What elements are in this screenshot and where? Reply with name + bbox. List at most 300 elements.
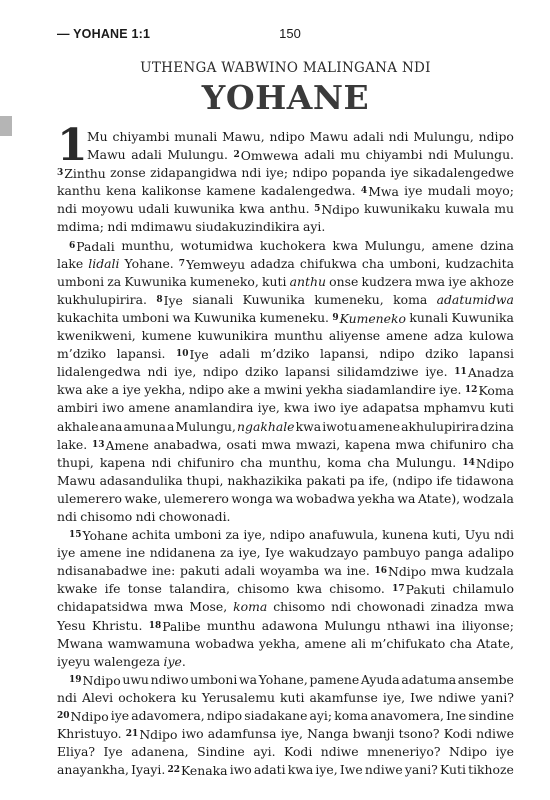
word: siadamlandire [346, 382, 436, 398]
word: adamfunsa [207, 726, 277, 742]
word: wa [172, 309, 191, 325]
word: umboni [174, 527, 222, 543]
word: kapena [345, 436, 391, 452]
word: ine: [151, 563, 176, 579]
word: pambuyo [362, 545, 421, 561]
word: ndipo [478, 129, 514, 144]
word: yekha, [258, 635, 300, 651]
word: mwa [153, 599, 184, 615]
verse-number: 14 [462, 457, 475, 468]
word: $^{17}$Pakuti [392, 582, 446, 598]
word: iye, [174, 364, 197, 380]
word: Nanga [307, 726, 349, 742]
verse-number: 7 [178, 258, 186, 269]
word: wa [275, 490, 294, 506]
word: zidapangidwa [150, 165, 238, 181]
word: panga [424, 545, 464, 561]
word: adatuma [401, 671, 457, 687]
word: iye, [238, 545, 261, 561]
word: m’dziko [260, 346, 310, 362]
verse-number: 16 [374, 566, 388, 577]
word: ndipo [203, 364, 239, 380]
word: zonse [110, 165, 146, 181]
word: ine. [346, 563, 370, 579]
word: Mulungu [324, 617, 381, 633]
word: $^{10}$Iye [175, 347, 209, 363]
word: iwo [313, 400, 336, 416]
word: a [167, 418, 175, 434]
word: Ayuda [360, 671, 400, 687]
word: cha [449, 635, 473, 651]
word: iliyonse; [461, 617, 514, 633]
book-subtitle: UTHENGA WABWINO MALINGANA NDI [140, 60, 431, 76]
word: ndipo [206, 708, 243, 723]
word: iye [340, 400, 359, 416]
word: $^{15}$Yohane [69, 528, 128, 544]
word: munthu, [268, 454, 322, 470]
page-number: 150 [279, 26, 301, 41]
word: akamfunse [309, 689, 378, 705]
word: kwake [57, 581, 98, 597]
word: pamene [309, 671, 360, 687]
word: za [225, 527, 240, 543]
word: $^{14}$Ndipo [462, 455, 514, 471]
word: Ine [446, 708, 467, 723]
word: kalikonse [141, 183, 202, 199]
verse-number: 21 [125, 729, 139, 740]
word: ndi [135, 508, 156, 524]
verse-number: 18 [148, 620, 162, 631]
word: cha [240, 454, 263, 470]
word: wakudzayo [288, 545, 359, 561]
text-line [57, 725, 514, 743]
word: Mulungu, [364, 237, 426, 253]
text-line [57, 580, 514, 598]
word: ochokera [118, 689, 177, 705]
text-line [57, 454, 514, 472]
word: talandira, [169, 581, 230, 597]
verse-number: 3 [57, 168, 64, 179]
verse-number: 15 [69, 530, 82, 541]
word: lidalengedwa [57, 364, 141, 380]
word: dzina [480, 237, 514, 253]
word: kulowa [469, 328, 514, 344]
word: chisomo. [329, 581, 385, 597]
word: sikadalengedwe [412, 165, 514, 181]
word: koma [327, 454, 362, 470]
word: kuwunikaku [363, 201, 441, 217]
word: Mwana [57, 635, 104, 651]
word: sianali [192, 291, 234, 307]
word: m’chifukato [370, 635, 446, 651]
word: udali [138, 201, 170, 217]
verse-number: 2 [233, 150, 240, 161]
word: ndipo [269, 129, 305, 144]
word: $^3$Zinthu [57, 166, 106, 182]
word: thupi, [57, 454, 94, 470]
word: ndi [428, 147, 448, 163]
word: amene [431, 237, 474, 253]
text-line [57, 327, 514, 345]
word: kadalengedwa. [261, 183, 356, 199]
word: Mawu [87, 147, 126, 163]
text-line [57, 526, 514, 544]
word: iye; [265, 165, 289, 181]
word: koma [233, 599, 268, 615]
word: Iwe [339, 762, 363, 778]
verse-number: 17 [392, 584, 405, 595]
word: $^7$Yemweyu [178, 256, 246, 272]
word: adali [131, 147, 162, 163]
word: $^8$Iye [156, 292, 183, 308]
word: kuwunika [173, 201, 235, 217]
word: adati [253, 762, 286, 778]
word: aliyense [328, 328, 381, 344]
word: lapansi, [319, 346, 369, 362]
word: iye [57, 545, 76, 561]
word: ife, [368, 472, 389, 488]
verse-number: 22 [167, 765, 180, 776]
word: adavomera, [131, 708, 205, 723]
word: adalipo [467, 545, 514, 561]
word: pa [349, 472, 365, 488]
word: kukhulupirira. [57, 291, 147, 307]
text-line [57, 309, 514, 327]
word: Mose, [189, 599, 228, 615]
text-line [57, 562, 514, 580]
verse-number: 6 [69, 240, 76, 251]
word: lapansi [468, 346, 514, 362]
word: Yerusalemu [201, 689, 275, 705]
word: kuti [489, 400, 514, 416]
word: Kodi [443, 726, 472, 742]
word: chisomo [237, 581, 290, 597]
word: kwa [295, 418, 322, 434]
word: ali [350, 635, 367, 651]
word: Atate), [417, 490, 461, 506]
word: iye [448, 273, 467, 289]
word: onse [329, 273, 359, 289]
word: moyo; [476, 183, 514, 199]
word: kumene [141, 328, 192, 344]
word: tidawona [456, 472, 514, 488]
text-line [57, 743, 514, 761]
word: mdima; [57, 219, 104, 235]
word: wobadwa [194, 635, 255, 651]
word: ambiri [57, 400, 98, 416]
word: kwa [239, 201, 265, 217]
word: amene [128, 400, 171, 416]
verse-number: 12 [464, 385, 478, 396]
word: silidamdziwe [336, 364, 419, 380]
thumb-index-tab [0, 116, 12, 136]
word: anafuwula, [308, 527, 379, 543]
word: Eliya? [57, 744, 96, 760]
word: amuna [123, 418, 166, 434]
word: kukachita [57, 309, 119, 325]
word: ndi [241, 165, 262, 181]
word: Mulungu. [395, 454, 457, 470]
word: kumeneku, [314, 291, 384, 307]
word: wa [323, 563, 342, 579]
word: iyeyu [57, 653, 91, 669]
word: ndipo [379, 346, 415, 362]
word: kudzala [465, 563, 514, 579]
word: ndiwe [438, 689, 476, 705]
word: wamwamuna [107, 635, 191, 651]
word: ndipo [269, 527, 305, 543]
word: chowonadi. [158, 508, 231, 524]
word: kwa [332, 237, 358, 253]
word: ulemerero [57, 490, 122, 506]
word: achita [131, 527, 171, 543]
word: ndipo [292, 165, 328, 181]
word: ndisanabadwe [57, 563, 148, 579]
word: za [220, 545, 234, 561]
word: $^{18}$Palibe [148, 618, 201, 634]
scripture-text [57, 120, 514, 779]
word: cha [361, 255, 385, 271]
text-line [57, 635, 514, 653]
word: lake. [57, 436, 88, 452]
word: adali [219, 346, 250, 362]
word: umboni, [389, 255, 441, 271]
word: mwa [415, 273, 446, 289]
word: mwazi, [296, 436, 341, 452]
word: ake [85, 382, 109, 398]
word: ndipo [188, 382, 225, 398]
word: nthawi [386, 617, 430, 633]
word: iye. [439, 382, 462, 398]
word: Yesu [57, 617, 86, 633]
word: a [253, 382, 261, 398]
word: Mawu, [222, 129, 265, 144]
word: nakhazikika [227, 472, 303, 488]
word: iwotu [322, 418, 358, 434]
text-line [57, 128, 514, 146]
word: m’dziko [57, 346, 107, 362]
word: ngakhale [237, 418, 295, 434]
word: mwa [430, 563, 461, 579]
word: chowonadi [356, 599, 425, 615]
word: ife [104, 581, 121, 597]
word: adali [224, 563, 256, 579]
word: wake, [124, 490, 162, 506]
word: mdimawu [130, 219, 192, 235]
word: koma [334, 708, 369, 723]
word: Mawu [57, 472, 96, 488]
verse-number: 13 [91, 439, 105, 450]
word: yani? [480, 689, 514, 705]
word: mneneriyo? [367, 744, 441, 760]
word: Kuwunika [451, 309, 514, 325]
word: Mulungu. [167, 147, 228, 163]
text-line [57, 218, 514, 236]
word: $^6$Padali [69, 238, 115, 254]
word: anavomera, [370, 708, 444, 723]
word: ndidanena [149, 545, 216, 561]
word: ndi [57, 689, 77, 705]
word: Kodi [284, 744, 313, 760]
word: akhulupirira [401, 418, 480, 434]
word: tonse [127, 581, 162, 597]
word: iye [404, 183, 423, 199]
word: iye [495, 744, 514, 760]
word: iye [390, 165, 409, 181]
word: ana [99, 418, 123, 434]
text-line [57, 200, 514, 218]
word: woyamba [259, 563, 320, 579]
word: kamene [206, 183, 256, 199]
word: Yohane. [124, 255, 174, 271]
word: Kuwunika [193, 309, 257, 325]
word: Mulungu, [413, 129, 474, 144]
word: kwa [287, 762, 314, 778]
word: Iye [265, 545, 285, 561]
text-lines [57, 120, 514, 779]
text-line [57, 472, 514, 490]
word: mwa [395, 436, 426, 452]
word: ndiwe [364, 762, 403, 778]
word: mwini [264, 382, 303, 398]
verse-number: 9 [332, 312, 339, 323]
word: $^{13}$Amene [91, 437, 149, 453]
text-line [57, 399, 514, 417]
verse-number: 20 [57, 711, 70, 721]
word: akhoze [469, 273, 514, 289]
word: amene [304, 635, 347, 651]
word: Mulungu, [175, 418, 236, 434]
word: kwa [296, 581, 322, 597]
word: ndi [107, 219, 128, 235]
word: $^4$Mwa [360, 184, 399, 200]
word: iye, [243, 527, 266, 543]
word: anayankha, [57, 762, 129, 778]
word: kudzachita [445, 255, 514, 271]
word: dziko [245, 364, 279, 380]
verse-number: 5 [314, 204, 321, 215]
word: iye [122, 382, 141, 398]
word: amene [79, 545, 122, 561]
text-line [57, 508, 514, 526]
word: kudzera [361, 273, 413, 289]
text-line [57, 689, 514, 707]
text-line [57, 436, 514, 454]
word: chilamulo [452, 581, 514, 597]
word: sindine [468, 708, 514, 723]
word: chifukwa [299, 255, 357, 271]
word: ndi [494, 527, 514, 543]
word: kumeneku. [259, 309, 329, 325]
word: anthu. [269, 201, 310, 217]
word: umboni [190, 671, 238, 687]
word: munthu [274, 328, 323, 344]
word: iye, [315, 762, 338, 778]
word: lapansi [285, 364, 331, 380]
word: dziko [425, 346, 459, 362]
book-title: YOHANE [201, 78, 370, 117]
word: kapena [99, 454, 146, 470]
word: bwanji [352, 726, 395, 742]
word: lapansi. [116, 346, 166, 362]
text-line [57, 146, 514, 164]
word: Mu [87, 129, 108, 144]
word: ayi. [303, 219, 326, 235]
text-line [57, 707, 514, 725]
text-line [57, 490, 514, 508]
text-line [57, 182, 514, 200]
word: cha [491, 436, 514, 452]
word: ina [436, 617, 456, 633]
chapter-number: 1 [57, 120, 88, 171]
word: munthu, [121, 237, 174, 253]
word: chiyambi [365, 147, 423, 163]
word: ansembe [457, 671, 514, 687]
word: dzina [480, 418, 514, 434]
word: moyowu [81, 201, 134, 217]
verse-number: 11 [454, 367, 467, 378]
word: kunena [382, 527, 429, 543]
word: adatumidwa [436, 291, 514, 307]
word: Ndipo [449, 744, 488, 760]
word: $^{12}$Koma [464, 383, 514, 399]
word: mu [494, 201, 514, 217]
word: pakati [306, 472, 346, 488]
word: adali [304, 147, 335, 163]
verse-number: 8 [156, 294, 163, 305]
word: Mulungu. [453, 147, 514, 163]
text-line [57, 291, 514, 309]
word: iye [110, 708, 130, 723]
word: zinadza [430, 599, 479, 615]
word: Yohane, [258, 671, 308, 687]
word: $^{19}$Ndipo [69, 672, 121, 688]
word: kwa [57, 382, 83, 398]
word: Alevi [81, 689, 114, 705]
word: mphamvu [423, 400, 486, 416]
word: chisomo [273, 599, 326, 615]
word: yekha, [144, 382, 186, 398]
word: Uyu [464, 527, 491, 543]
word: $^{20}$Ndipo [57, 709, 109, 724]
word: popanda [331, 165, 386, 181]
word: ku [181, 689, 197, 705]
word: ndi [331, 599, 351, 615]
text-line [57, 617, 514, 635]
word: ife [436, 472, 453, 488]
word: akhale [57, 418, 99, 434]
word: kunali [409, 309, 449, 325]
verse-number: 10 [175, 349, 189, 360]
word: Atate, [476, 635, 514, 651]
word: munali [174, 129, 218, 144]
word: ake [227, 382, 250, 398]
word: ndi [388, 129, 409, 144]
word: adasandulika [99, 472, 183, 488]
word: chifuniro [177, 454, 235, 470]
word: Kuwunika [242, 291, 306, 307]
word: Iyayi. [131, 762, 166, 778]
word: Iwe [410, 689, 433, 705]
word: siadakane [244, 708, 308, 723]
word: anamlandira [174, 400, 254, 416]
word: adadza [250, 255, 295, 271]
word: za [107, 273, 122, 289]
text-line [57, 653, 514, 671]
word: kuwala [444, 201, 490, 217]
running-header-reference: — YOHANE 1:1 [57, 27, 151, 41]
word: ulemerero [163, 490, 229, 506]
